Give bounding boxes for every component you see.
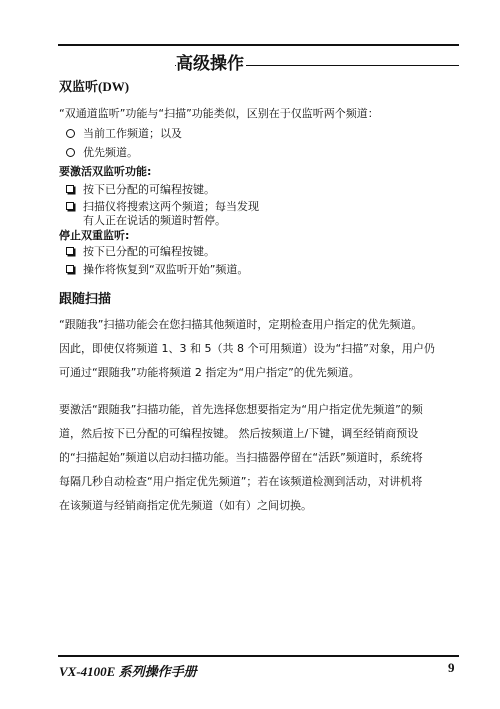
list-item (83, 263, 248, 277)
list-item (83, 183, 215, 197)
checkbox-bullet-icon (66, 263, 78, 277)
activate-heading: 要激活双监听功能: (59, 165, 152, 178)
page-number: 9 (448, 660, 455, 675)
list-item-text: 当前工作频道；以及 (83, 127, 182, 140)
section-heading-text: 双监听 (59, 80, 99, 95)
checkbox-bullet-icon (66, 183, 78, 197)
checkbox-bullet-icon (66, 245, 78, 259)
section-heading-abbr: (DW) (98, 79, 130, 94)
list-item-text: 按下已分配的可编程按键。 (83, 183, 215, 196)
dual-watch-intro: “双通道监听”功能与“扫描”功能类似，区别在于仅监听两个频道： (59, 107, 379, 120)
checkbox-bullet-icon (66, 200, 78, 214)
paragraph-line: “跟随我”扫描功能会在您扫描其他频道时，定期检查用户指定的优先频道。 (59, 318, 423, 331)
list-item-text: 优先频道。 (83, 146, 138, 159)
list-item (83, 245, 215, 259)
section-heading-follow-me: 跟随扫描 (59, 292, 112, 307)
bullet-circle-icon (66, 127, 78, 142)
chapter-title: 高级操作 (176, 54, 244, 74)
list-item (83, 200, 259, 228)
paragraph-line: 每隔几秒自动检查“用户指定优先频道”；若在该频道检测到活动，对讲机将 (59, 475, 423, 488)
section-heading-dual-watch (59, 79, 129, 96)
bullet-circle-icon (66, 146, 78, 161)
top-rule (58, 44, 459, 46)
paragraph-line: 道，然后按下已分配的可编程按键。 然后按频道上/下键，调至经销商预设 (59, 427, 419, 440)
list-item (83, 127, 182, 141)
list-item-text: 有人正在说话的频道时暂停。 (83, 214, 226, 227)
paragraph-line: 可通过“跟随我”功能将频道 2 指定为“用户指定”的优先频道。 (59, 366, 360, 379)
manual-title: VX-4100E 系列操作手册 (59, 664, 197, 679)
list-item-text: 操作将恢复到“双监听开始”频道。 (83, 263, 249, 276)
paragraph-line: 在该频道与经销商指定优先频道（如有）之间切换。 (59, 499, 312, 512)
paragraph-line: 要激活“跟随我”扫描功能，首先选择您想要指定为“用户指定优先频道”的频 (59, 403, 423, 416)
paragraph-line: 的“扫描起始”频道以启动扫描功能。当扫描器停留在“活跃”频道时，系统将 (59, 451, 423, 464)
stop-heading: 停止双重监听: (59, 229, 130, 242)
list-item-text: 扫描仪将搜索这两个频道；每当发现 (83, 200, 259, 213)
footer-rule (58, 655, 459, 657)
paragraph-line: 因此，即使仅将频道 1、3 和 5（共 8 个可用频道）设为“扫描”对象，用户仍 (59, 342, 435, 355)
list-item (83, 146, 138, 160)
list-item-text: 按下已分配的可编程按键。 (83, 245, 215, 258)
